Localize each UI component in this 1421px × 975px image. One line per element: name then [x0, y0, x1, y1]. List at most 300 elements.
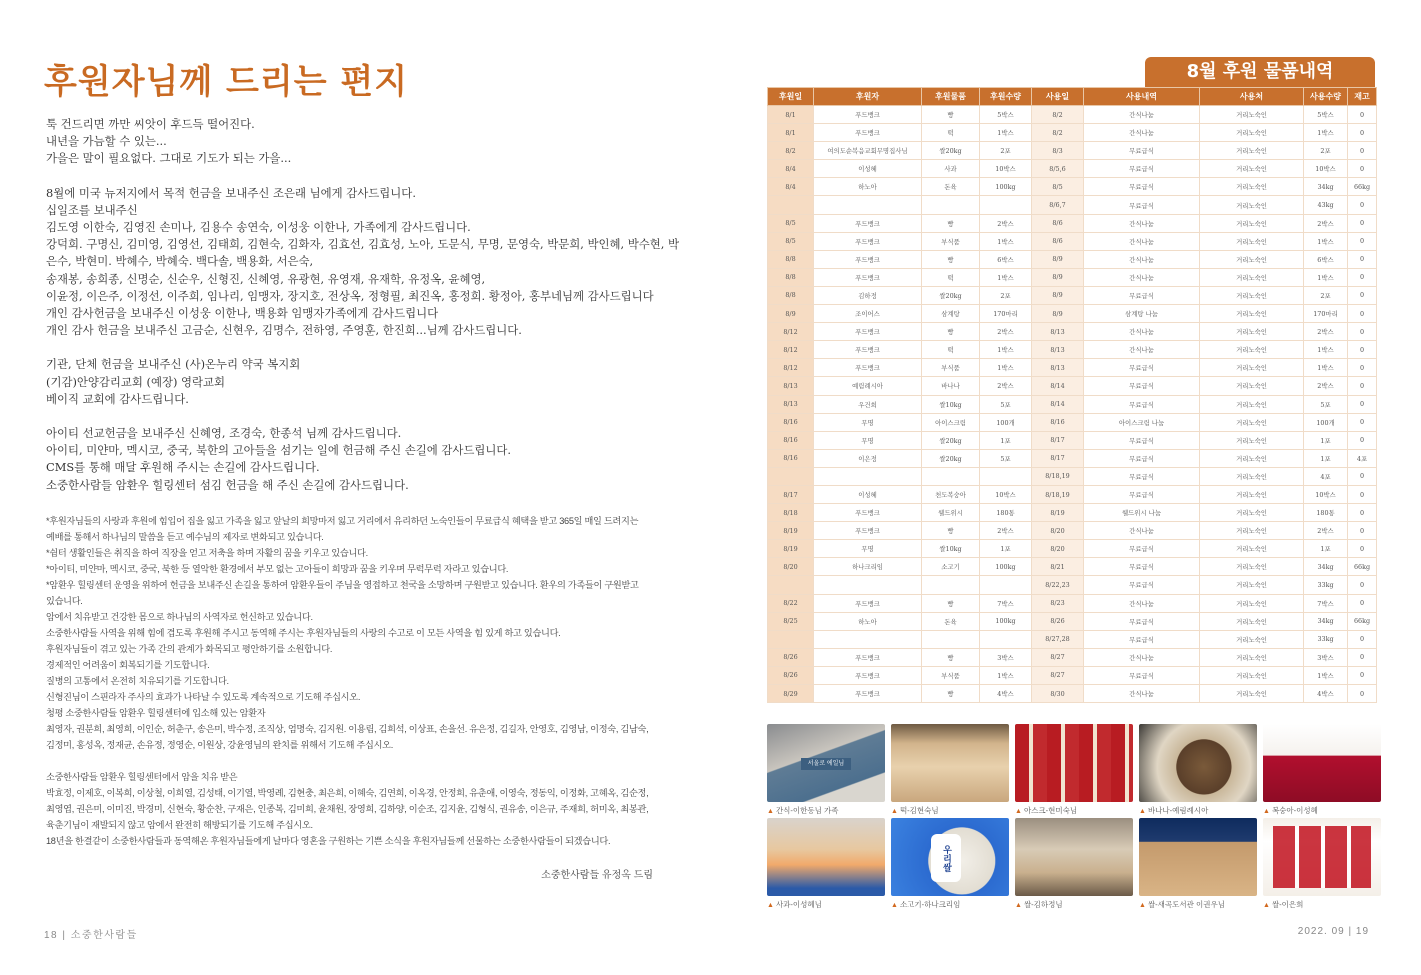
table-cell: 푸드뱅크 — [814, 232, 922, 250]
table-cell: 웰드위시 나눔 — [1084, 504, 1200, 522]
table-cell — [814, 467, 922, 485]
table-cell — [768, 576, 814, 594]
thanks-line: 기관, 단체 헌금을 보내주신 (사)온누리 약국 복지회 — [46, 357, 301, 372]
table-row — [768, 214, 1377, 232]
table-cell: 무명 — [814, 540, 922, 558]
table-cell: 김하정 — [814, 286, 922, 304]
table-cell: 거리노숙인 — [1200, 341, 1304, 359]
table-cell: 1박스 — [1304, 124, 1348, 142]
table-cell: 무료급식 — [1084, 576, 1200, 594]
thanks-line: 아이티 선교헌금을 보내주신 신혜영, 조경숙, 한종석 님께 감사드립니다. — [46, 426, 402, 441]
table-cell — [980, 467, 1032, 485]
triangle-icon: ▲ — [1139, 808, 1146, 815]
table-cell — [768, 196, 814, 214]
table-cell: 무료급식 — [1084, 467, 1200, 485]
table-cell: 웰드위시 — [922, 504, 980, 522]
table-cell: 8/26 — [768, 666, 814, 684]
table-cell: 0 — [1348, 214, 1377, 232]
table-cell: 무료급식 — [1084, 558, 1200, 576]
table-cell: 거리노숙인 — [1200, 178, 1304, 196]
table-cell: 빵 — [922, 685, 980, 703]
photo-caption: ▲ 쌀-김하정님 — [1015, 900, 1063, 909]
table-cell: 8/22 — [768, 594, 814, 612]
photo-card — [1263, 724, 1381, 816]
table-cell: 8/6 — [1032, 214, 1084, 232]
table-cell: 사과 — [922, 160, 980, 178]
table-cell: 1박스 — [1304, 341, 1348, 359]
table-row — [768, 305, 1377, 323]
table-header-row — [768, 88, 1377, 106]
table-cell: 8/27 — [1032, 666, 1084, 684]
table-cell: 8/27,28 — [1032, 630, 1084, 648]
table-cell: 6박스 — [1304, 250, 1348, 268]
table-cell: 10박스 — [980, 160, 1032, 178]
triangle-icon: ▲ — [891, 902, 898, 909]
photo-caption: ▲ 소고기-하나크리임 — [891, 900, 961, 909]
table-cell: 0 — [1348, 341, 1377, 359]
table-cell: 간식나눔 — [1084, 522, 1200, 540]
table-cell: 66kg — [1348, 178, 1377, 196]
table-cell: 거리노숙인 — [1200, 685, 1304, 703]
photo-image — [1139, 724, 1257, 802]
box-label: 서울로 에일님 — [801, 758, 851, 770]
table-row — [768, 685, 1377, 703]
table-cell — [980, 576, 1032, 594]
table-cell: 8/19 — [768, 522, 814, 540]
page-footer-right: 2022. 09 | 19 — [1297, 926, 1369, 937]
photo-image — [1263, 724, 1381, 802]
table-cell: 빵 — [922, 106, 980, 124]
table-cell: 0 — [1348, 467, 1377, 485]
table-cell: 0 — [1348, 196, 1377, 214]
table-cell: 간식나눔 — [1084, 214, 1200, 232]
table-cell: 5포 — [980, 449, 1032, 467]
table-cell: 34kg — [1304, 178, 1348, 196]
table-cell: 66kg — [1348, 612, 1377, 630]
table-cell: 8/18,19 — [1032, 467, 1084, 485]
table-cell: 7박스 — [980, 594, 1032, 612]
table-cell: 무명 — [814, 431, 922, 449]
table-cell: 2포 — [1304, 142, 1348, 160]
table-cell: 돈육 — [922, 612, 980, 630]
photo-card — [1263, 818, 1381, 910]
table-cell: 푸드뱅크 — [814, 594, 922, 612]
table-cell: 푸드뱅크 — [814, 648, 922, 666]
table-cell: 부식품 — [922, 359, 980, 377]
table-cell: 푸드뱅크 — [814, 359, 922, 377]
table-cell: 쌀20kg — [922, 431, 980, 449]
table-cell: 180통 — [980, 504, 1032, 522]
table-cell: 거리노숙인 — [1200, 612, 1304, 630]
table-cell: 0 — [1348, 485, 1377, 503]
table-cell: 8/30 — [1032, 685, 1084, 703]
thanks-line: 김도영 이한숙, 김영진 손미나, 김용수 송연숙, 이성웅 이한나, 가족에게 감사드립니다. — [46, 220, 471, 235]
photo-caption: ▲ 쌀-새곡도서관 이권우님 — [1139, 900, 1225, 909]
notes-body — [46, 513, 666, 849]
table-cell: 8/9 — [1032, 286, 1084, 304]
column-header: 사용수량 — [1304, 88, 1348, 106]
table-cell: 거리노숙인 — [1200, 648, 1304, 666]
table-cell: 거리노숙인 — [1200, 449, 1304, 467]
table-cell: 쌀10kg — [922, 395, 980, 413]
table-cell: 푸드뱅크 — [814, 124, 922, 142]
bag-label: 우리쌀 — [931, 834, 961, 882]
page-title: 후원자님께 드리는 편지 — [44, 62, 409, 102]
photo-caption: ▲ 사과-이성혜님 — [767, 900, 822, 909]
table-cell: 거리노숙인 — [1200, 305, 1304, 323]
table-row — [768, 485, 1377, 503]
table-cell: 하노아 — [814, 178, 922, 196]
table-body — [768, 106, 1377, 703]
table-cell: 이은정 — [814, 449, 922, 467]
table-cell: 빵 — [922, 214, 980, 232]
table-cell: 1박스 — [1304, 666, 1348, 684]
table-cell: 8/13 — [1032, 323, 1084, 341]
table-cell: 8/12 — [768, 341, 814, 359]
table-cell: 8/9 — [1032, 268, 1084, 286]
photo-caption: ▲ 바나나-예림례시아 — [1139, 806, 1209, 815]
photo-card — [1015, 818, 1133, 910]
photo-caption: ▲ 간식-이한동님 가족 — [767, 806, 839, 815]
table-cell: 8/20 — [1032, 522, 1084, 540]
table-cell: 쌀10kg — [922, 540, 980, 558]
table-cell: 100개 — [980, 413, 1032, 431]
table-cell: 43kg — [1304, 196, 1348, 214]
note-line: 암에서 치유받고 건강한 몸으로 하나님의 사역자로 헌신하고 있습니다. — [46, 612, 313, 622]
table-cell: 180통 — [1304, 504, 1348, 522]
table-cell: 1박스 — [1304, 359, 1348, 377]
table-cell: 거리노숙인 — [1200, 540, 1304, 558]
table-cell: 8/20 — [1032, 540, 1084, 558]
table-cell: 10박스 — [1304, 485, 1348, 503]
note-line: 소중한사람들 암환우 힐링센터에서 암을 치유 받은 — [46, 772, 238, 782]
note-line: 김정미, 홍성옥, 정재균, 손유정, 정영순, 이원상, 강윤영님의 완치를 위해서 기도해 주십시오. — [46, 740, 393, 750]
signature: 소중한사람들 유정옥 드림 — [541, 870, 653, 881]
table-cell: 간식나눔 — [1084, 250, 1200, 268]
photo-card — [891, 724, 1009, 816]
table-cell: 0 — [1348, 305, 1377, 323]
table-cell: 거리노숙인 — [1200, 232, 1304, 250]
table-cell: 1박스 — [980, 359, 1032, 377]
table-row — [768, 630, 1377, 648]
note-line: 박효정, 이제호, 이복희, 이상철, 이희열, 김성태, 이기열, 박영례, 김현충, 최은희, 이혜숙, 김연희, 이옥경, 안정희, 유춘애, 이영숙, 정동익, 이정화, 고혜옥, 김순정, — [46, 788, 649, 798]
table-row — [768, 594, 1377, 612]
table-cell: 거리노숙인 — [1200, 576, 1304, 594]
table-cell — [980, 630, 1032, 648]
table-cell: 0 — [1348, 286, 1377, 304]
table-cell: 0 — [1348, 250, 1377, 268]
table-cell: 무료급식 — [1084, 431, 1200, 449]
table-row — [768, 359, 1377, 377]
column-header: 후원수량 — [980, 88, 1032, 106]
table-cell: 거리노숙인 — [1200, 594, 1304, 612]
table-cell: 8/9 — [1032, 305, 1084, 323]
table-cell: 무료급식 — [1084, 485, 1200, 503]
photo-card — [767, 818, 885, 910]
column-header: 후원물품 — [922, 88, 980, 106]
thanks-line: 아이티, 미얀마, 멕시코, 중국, 북한의 고아들을 섬기는 일에 헌금해 주신 손길에 감사드립니다. — [46, 443, 512, 458]
table-cell: 0 — [1348, 323, 1377, 341]
table-row — [768, 268, 1377, 286]
table-cell: 8/16 — [768, 431, 814, 449]
table-row — [768, 160, 1377, 178]
table-cell: 0 — [1348, 522, 1377, 540]
table-cell: 부식품 — [922, 232, 980, 250]
note-line: 18년을 한결같이 소중한사람들과 동역해온 후원자님들에게 날마다 영혼을 구원하는 기쁜 소식을 후원자님들께 선물하는 소중한사람들이 되겠습니다. — [46, 836, 611, 846]
table-cell: 거리노숙인 — [1200, 395, 1304, 413]
table-cell: 4박스 — [980, 685, 1032, 703]
table-cell: 삼계탕 — [922, 305, 980, 323]
column-header: 사용처 — [1200, 88, 1304, 106]
thanks-line: 송재봉, 송희종, 신명순, 신순우, 신형진, 신혜영, 유광현, 유영재, 유재학, 유정옥, 윤혜영, — [46, 271, 486, 286]
table-cell: 2박스 — [980, 323, 1032, 341]
table-cell: 8/14 — [1032, 377, 1084, 395]
table-cell: 무명 — [814, 413, 922, 431]
thanks-line: 은수, 박현미. 박혜수, 박혜숙. 백다솔, 백용화, 서은숙, — [46, 254, 314, 269]
table-cell: 8/17 — [768, 485, 814, 503]
triangle-icon: ▲ — [891, 808, 898, 815]
table-cell: 1박스 — [980, 124, 1032, 142]
table-cell: 2박스 — [1304, 377, 1348, 395]
table-cell: 무료급식 — [1084, 377, 1200, 395]
table-cell: 푸드뱅크 — [814, 250, 922, 268]
table-cell: 아이스크림 — [922, 413, 980, 431]
photo-caption: ▲ 쌀-이은희 — [1263, 900, 1304, 909]
table-cell: 빵 — [922, 522, 980, 540]
table-cell: 거리노숙인 — [1200, 268, 1304, 286]
table-cell: 거리노숙인 — [1200, 323, 1304, 341]
table-cell: 푸드뱅크 — [814, 214, 922, 232]
table-cell: 쌀20kg — [922, 286, 980, 304]
table-cell: 33kg — [1304, 630, 1348, 648]
table-cell: 떡 — [922, 268, 980, 286]
table-cell — [768, 467, 814, 485]
table-cell — [814, 630, 922, 648]
table-cell: 8/13 — [768, 395, 814, 413]
table-cell: 8/2 — [768, 142, 814, 160]
table-cell: 4박스 — [1304, 685, 1348, 703]
table-cell: 100개 — [1304, 413, 1348, 431]
table-cell: 170마리 — [980, 305, 1032, 323]
table-cell: 무료급식 — [1084, 178, 1200, 196]
table-cell: 8/29 — [768, 685, 814, 703]
table-cell: 0 — [1348, 106, 1377, 124]
table-cell: 8/18,19 — [1032, 485, 1084, 503]
table-cell: 2박스 — [1304, 214, 1348, 232]
table-cell: 거리노숙인 — [1200, 504, 1304, 522]
table-row — [768, 395, 1377, 413]
table-cell: 8/5 — [1032, 178, 1084, 196]
table-cell: 8/4 — [768, 178, 814, 196]
table-row — [768, 504, 1377, 522]
table-cell: 0 — [1348, 160, 1377, 178]
letter-body — [46, 116, 680, 494]
table-cell: 무료급식 — [1084, 449, 1200, 467]
table-cell: 조이어스 — [814, 305, 922, 323]
table-cell: 빵 — [922, 648, 980, 666]
table-cell: 0 — [1348, 377, 1377, 395]
left-page — [0, 0, 705, 975]
table-row — [768, 286, 1377, 304]
table-cell: 1박스 — [980, 341, 1032, 359]
table-cell: 0 — [1348, 576, 1377, 594]
table-cell: 0 — [1348, 359, 1377, 377]
table-cell: 간식나눔 — [1084, 594, 1200, 612]
table-cell: 간식나눔 — [1084, 268, 1200, 286]
table-row — [768, 232, 1377, 250]
table-cell: 34kg — [1304, 558, 1348, 576]
table-cell: 무료급식 — [1084, 395, 1200, 413]
intro-line: 툭 건드리면 까만 씨앗이 후드득 떨어진다. — [46, 117, 255, 131]
section-tab-title: 8월 후원 물품내역 — [1145, 57, 1375, 87]
table-row — [768, 666, 1377, 684]
table-cell: 8/19 — [1032, 504, 1084, 522]
table-cell: 8/2 — [1032, 124, 1084, 142]
table-cell: 바나나 — [922, 377, 980, 395]
table-cell: 푸드뱅크 — [814, 666, 922, 684]
table-row — [768, 431, 1377, 449]
table-cell: 1포 — [980, 431, 1032, 449]
table-cell: 푸드뱅크 — [814, 323, 922, 341]
donation-table — [767, 87, 1377, 703]
table-cell: 푸드뱅크 — [814, 106, 922, 124]
table-cell: 8/27 — [1032, 648, 1084, 666]
table-cell: 간식나눔 — [1084, 232, 1200, 250]
table-cell: 2포 — [1304, 286, 1348, 304]
table-row — [768, 612, 1377, 630]
table-cell: 8/6,7 — [1032, 196, 1084, 214]
table-cell: 거리노숙인 — [1200, 666, 1304, 684]
table-cell: 떡 — [922, 124, 980, 142]
table-cell: 0 — [1348, 666, 1377, 684]
thanks-line: CMS를 통해 매달 후원해 주시는 손길에 감사드립니다. — [46, 460, 320, 475]
table-cell: 무료급식 — [1084, 359, 1200, 377]
table-cell: 1포 — [980, 540, 1032, 558]
table-cell: 0 — [1348, 685, 1377, 703]
table-cell: 무료급식 — [1084, 286, 1200, 304]
table-cell: 5포 — [1304, 395, 1348, 413]
table-cell: 이성혜 — [814, 160, 922, 178]
photo-image — [891, 724, 1009, 802]
note-line: *쉼터 생활인들은 취직을 하여 직장을 얻고 저축을 하며 자활의 꿈을 키우고 있습니다. — [46, 548, 368, 558]
table-cell: 100kg — [980, 178, 1032, 196]
table-cell: 2박스 — [980, 377, 1032, 395]
triangle-icon: ▲ — [767, 902, 774, 909]
table-cell: 무료급식 — [1084, 142, 1200, 160]
table-cell — [922, 630, 980, 648]
table-cell — [922, 576, 980, 594]
note-line: *암환우 힐링센터 운영을 위하여 헌금을 보내주신 손길을 통하여 암환우들이 주님을 영접하고 천국을 소망하며 구원받고 있습니다. 환우의 가족들이 구원받고 — [46, 580, 639, 590]
column-header: 재고 — [1348, 88, 1377, 106]
table-cell: 8/23 — [1032, 594, 1084, 612]
table-row — [768, 522, 1377, 540]
table-cell: 거리노숙인 — [1200, 485, 1304, 503]
table-row — [768, 124, 1377, 142]
table-cell: 무료급식 — [1084, 630, 1200, 648]
thanks-line: 이윤정, 이은주, 이정선, 이주희, 임나리, 임맹자, 장지호, 전상옥, 정형필, 최진옥, 홍정희. 황정아, 홍부네님께 감사드립니다 — [46, 288, 654, 303]
table-cell: 8/5 — [768, 214, 814, 232]
photo-image — [1015, 724, 1133, 802]
table-cell: 10박스 — [1304, 160, 1348, 178]
table-cell: 8/5 — [768, 232, 814, 250]
table-cell: 0 — [1348, 124, 1377, 142]
table-row — [768, 467, 1377, 485]
photo-caption: ▲ 떡-김현숙님 — [891, 806, 939, 815]
note-line: 있습니다. — [46, 596, 83, 606]
table-cell: 1박스 — [980, 666, 1032, 684]
intro-line: 내년을 가늠할 수 있는... — [46, 134, 167, 149]
table-cell: 8/18 — [768, 504, 814, 522]
photo-image — [1263, 818, 1381, 896]
photo-card — [767, 724, 885, 816]
table-cell: 8/22,23 — [1032, 576, 1084, 594]
triangle-icon: ▲ — [767, 808, 774, 815]
photo-image — [1139, 818, 1257, 896]
thanks-line: 소중한사람들 암환우 힐링센터 섬김 헌금을 해 주신 손길에 감사드립니다. — [46, 477, 409, 492]
table-cell: 소고기 — [922, 558, 980, 576]
intro-line: 가을은 말이 필요없다. 그대로 기도가 되는 가을... — [46, 151, 292, 166]
table-cell: 5박스 — [980, 106, 1032, 124]
table-cell: 부식품 — [922, 666, 980, 684]
table-cell — [922, 196, 980, 214]
table-row — [768, 558, 1377, 576]
table-cell: 간식나눔 — [1084, 341, 1200, 359]
table-cell: 6박스 — [980, 250, 1032, 268]
table-cell: 8/16 — [1032, 413, 1084, 431]
note-line: 신형진님이 스핀라자 주사의 효과가 나타날 수 있도록 계속적으로 기도해 주십시오. — [46, 692, 361, 702]
table-cell: 1포 — [1304, 449, 1348, 467]
photo-image — [891, 818, 1009, 896]
thanks-line: 강덕희. 구명신, 김미영, 김영선, 김태희, 김현숙, 김화자, 김효선, 김효성, 노아, 도문식, 무명, 문영숙, 박문희, 박인혜, 박수현, 박 — [46, 237, 680, 252]
table-cell: 삼계탕 나눔 — [1084, 305, 1200, 323]
table-cell: 8/13 — [1032, 341, 1084, 359]
table-cell: 우건희 — [814, 395, 922, 413]
table-row — [768, 377, 1377, 395]
table-row — [768, 540, 1377, 558]
column-header: 사용일 — [1032, 88, 1084, 106]
table-cell: 1박스 — [980, 268, 1032, 286]
table-row — [768, 449, 1377, 467]
note-line: 소중한사람들 사역을 위해 힘에 겹도록 후원해 주시고 동역해 주시는 후원자님들의 사랑의 수고로 이 모든 사역을 힘 있게 하고 있습니다. — [46, 628, 561, 638]
table-cell: 쌀20kg — [922, 142, 980, 160]
table-cell: 8/6 — [1032, 232, 1084, 250]
table-cell: 거리노숙인 — [1200, 160, 1304, 178]
table-cell: 8/16 — [768, 449, 814, 467]
note-line: 청평 소중한사람들 암환우 힐링센터에 입소해 있는 암환자 — [46, 708, 266, 718]
table-cell — [814, 196, 922, 214]
table-cell: 8/16 — [768, 413, 814, 431]
table-cell: 거리노숙인 — [1200, 377, 1304, 395]
table-cell: 거리노숙인 — [1200, 359, 1304, 377]
table-cell: 빵 — [922, 250, 980, 268]
table-cell: 2박스 — [1304, 323, 1348, 341]
table-cell: 무료급식 — [1084, 196, 1200, 214]
table-row — [768, 142, 1377, 160]
table-cell: 간식나눔 — [1084, 124, 1200, 142]
table-cell: 무료급식 — [1084, 540, 1200, 558]
table-row — [768, 178, 1377, 196]
table-cell — [922, 467, 980, 485]
table-cell — [980, 196, 1032, 214]
table-row — [768, 576, 1377, 594]
table-cell: 8/5,6 — [1032, 160, 1084, 178]
table-cell: 떡 — [922, 341, 980, 359]
photo-image — [767, 818, 885, 896]
table-cell: 거리노숙인 — [1200, 431, 1304, 449]
table-cell: 돈육 — [922, 178, 980, 196]
table-cell: 8/26 — [768, 648, 814, 666]
thanks-line: 베이직 교회에 감사드립니다. — [46, 391, 189, 406]
